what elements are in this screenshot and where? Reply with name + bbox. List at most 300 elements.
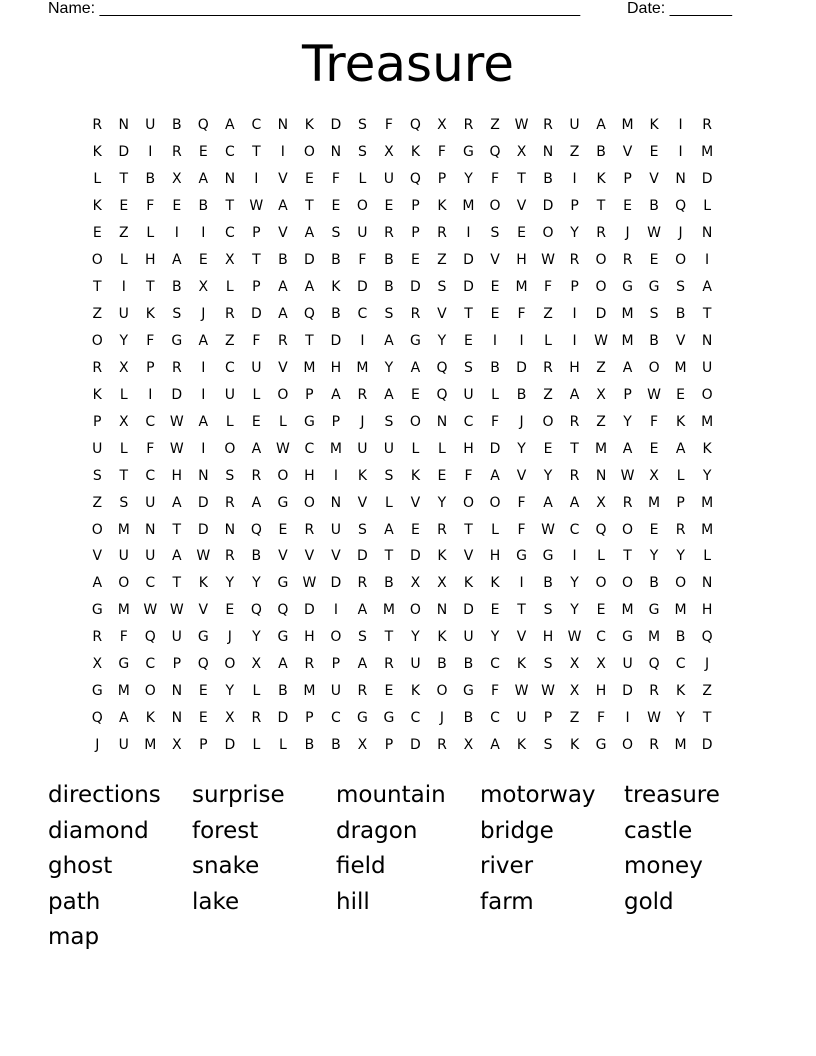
grid-cell: O — [622, 575, 634, 592]
grid-cell: T — [702, 306, 712, 323]
grid-cell: R — [437, 521, 447, 538]
grid-cell: D — [701, 171, 713, 188]
grid-cell: H — [516, 252, 527, 269]
grid-cell: V — [278, 359, 288, 376]
grid-cell: Q — [250, 602, 262, 619]
grid-cell: V — [92, 548, 103, 565]
grid-cell: F — [358, 252, 367, 269]
grid-cell: O — [330, 629, 342, 646]
grid-cell: P — [623, 171, 632, 188]
grid-cell: Q — [648, 656, 660, 673]
grid-cell: A — [622, 440, 633, 457]
grid-cell: X — [357, 737, 368, 754]
grid-cell: I — [519, 575, 524, 592]
grid-cell: J — [227, 629, 232, 646]
grid-cell: K — [676, 413, 686, 430]
grid-cell: H — [489, 548, 501, 565]
grid-cell: N — [675, 171, 686, 188]
grid-cell: R — [384, 656, 394, 673]
grid-cell: D — [303, 602, 315, 619]
grid-cell: M — [303, 683, 316, 700]
grid-cell: W — [169, 602, 184, 619]
grid-cell: P — [305, 386, 314, 403]
grid-cell: E — [411, 521, 420, 538]
grid-cell: K — [410, 144, 421, 161]
grid-cell: Y — [411, 629, 420, 646]
grid-cell: V — [622, 144, 633, 161]
grid-cell: V — [198, 602, 209, 619]
grid-cell: F — [384, 117, 393, 134]
grid-cell: S — [676, 279, 686, 296]
grid-cell: U — [516, 710, 527, 727]
header-row — [48, 0, 748, 20]
grid-cell: V — [278, 548, 288, 565]
grid-cell: R — [596, 225, 606, 242]
grid-cell: P — [570, 279, 579, 296]
grid-cell: W — [514, 117, 529, 134]
grid-cell: F — [517, 494, 526, 511]
grid-cell: C — [145, 413, 156, 430]
grid-cell: D — [542, 198, 554, 215]
grid-cell: E — [543, 440, 553, 457]
grid-cell: G — [516, 548, 527, 565]
grid-cell: D — [330, 332, 342, 349]
grid-cell: P — [93, 413, 102, 430]
grid-cell: K — [437, 629, 447, 646]
grid-cell: N — [330, 494, 342, 511]
grid-cell: S — [464, 359, 473, 376]
grid-cell: I — [572, 332, 577, 349]
grid-cell: N — [171, 683, 183, 700]
grid-cell: J — [439, 710, 445, 727]
grid-cell: N — [224, 171, 236, 188]
grid-cell: M — [621, 332, 634, 349]
grid-cell: I — [174, 225, 179, 242]
grid-cell: W — [196, 548, 211, 565]
grid-cell: N — [701, 225, 713, 242]
grid-cell: Q — [701, 629, 713, 646]
grid-cell: C — [304, 440, 315, 457]
grid-cell: X — [437, 575, 447, 592]
grid-cell: X — [569, 656, 580, 673]
grid-cell: J — [519, 413, 524, 430]
grid-cell: R — [649, 737, 659, 754]
grid-cell: Q — [436, 386, 448, 403]
grid-cell: I — [572, 306, 577, 323]
grid-cell: O — [224, 440, 236, 457]
grid-cell: T — [596, 198, 606, 215]
grid-cell: I — [201, 440, 206, 457]
grid-cell: E — [331, 198, 341, 215]
grid-cell: N — [224, 521, 236, 538]
grid-cell: A — [596, 117, 606, 134]
grid-cell: F — [490, 171, 500, 188]
grid-cell: U — [463, 386, 474, 403]
grid-cell: Z — [490, 117, 500, 134]
grid-cell: G — [277, 575, 289, 592]
grid-cell: W — [620, 467, 635, 484]
grid-cell: H — [145, 252, 156, 269]
grid-cell: I — [148, 386, 153, 403]
grid-cell: B — [172, 279, 182, 296]
grid-cell: O — [648, 359, 660, 376]
grid-cell: X — [92, 656, 103, 673]
grid-cell: W — [249, 198, 264, 215]
word-bank-item: motorway — [480, 782, 596, 808]
grid-cell: S — [649, 306, 659, 323]
grid-cell: M — [382, 602, 395, 619]
grid-cell: S — [384, 467, 394, 484]
grid-cell: A — [384, 332, 394, 349]
grid-cell: U — [357, 225, 368, 242]
grid-cell: A — [304, 225, 315, 242]
grid-cell: U — [622, 656, 633, 673]
grid-cell: B — [463, 710, 474, 727]
grid-cell: D — [516, 359, 527, 376]
grid-cell: P — [384, 737, 394, 754]
grid-cell: O — [595, 279, 607, 296]
grid-cell: U — [463, 629, 474, 646]
grid-cell: M — [701, 521, 714, 538]
grid-cell: A — [622, 359, 633, 376]
grid-cell: A — [357, 602, 368, 619]
grid-cell: A — [225, 117, 235, 134]
grid-cell: E — [437, 467, 447, 484]
grid-cell: R — [543, 117, 553, 134]
grid-cell: O — [595, 575, 607, 592]
grid-cell: Z — [92, 494, 103, 511]
grid-cell: N — [436, 602, 448, 619]
grid-cell: I — [280, 144, 285, 161]
grid-cell: Y — [702, 467, 712, 484]
grid-cell: L — [491, 521, 499, 538]
grid-cell: A — [543, 494, 553, 511]
grid-cell: W — [647, 710, 661, 727]
grid-cell: I — [201, 225, 206, 242]
grid-cell: M — [515, 279, 528, 296]
grid-cell: U — [410, 656, 421, 673]
grid-cell: H — [304, 467, 315, 484]
grid-cell: E — [198, 252, 208, 269]
grid-cell: G — [463, 683, 474, 700]
grid-cell: O — [303, 494, 315, 511]
grid-cell: H — [463, 440, 474, 457]
grid-cell: R — [702, 117, 712, 134]
grid-cell: C — [224, 144, 235, 161]
grid-cell: N — [330, 144, 342, 161]
grid-cell: B — [596, 144, 606, 161]
grid-cell: U — [569, 117, 580, 134]
grid-cell: U — [92, 440, 103, 457]
word-bank-item: map — [48, 924, 100, 950]
grid-cell: Q — [277, 602, 289, 619]
grid-cell: E — [384, 683, 394, 700]
grid-cell: I — [333, 467, 338, 484]
grid-cell: K — [304, 117, 314, 134]
grid-cell: T — [92, 279, 102, 296]
grid-cell: Q — [144, 629, 156, 646]
grid-cell: X — [596, 656, 606, 673]
grid-cell: F — [146, 440, 155, 457]
grid-cell: J — [705, 656, 710, 673]
grid-cell: W — [143, 602, 158, 619]
grid-cell: K — [702, 440, 712, 457]
grid-cell: K — [516, 656, 527, 673]
grid-cell: I — [254, 171, 259, 188]
grid-cell: Y — [490, 629, 500, 646]
grid-cell: L — [544, 332, 552, 349]
grid-cell: M — [648, 494, 661, 511]
grid-cell: P — [252, 279, 261, 296]
grid-cell: C — [145, 467, 156, 484]
grid-cell: C — [569, 521, 580, 538]
grid-cell: P — [199, 737, 208, 754]
grid-cell: X — [198, 279, 209, 296]
grid-cell: L — [252, 683, 261, 700]
grid-cell: B — [675, 629, 686, 646]
grid-cell: Y — [570, 225, 579, 242]
grid-cell: W — [647, 386, 661, 403]
grid-cell: E — [676, 386, 686, 403]
grid-cell: U — [118, 737, 129, 754]
grid-cell: R — [649, 683, 659, 700]
grid-cell: S — [357, 117, 367, 134]
grid-cell: D — [595, 306, 607, 323]
grid-cell: N — [542, 144, 554, 161]
grid-cell: C — [145, 656, 156, 673]
grid-cell: H — [701, 602, 713, 619]
grid-cell: E — [490, 306, 500, 323]
grid-cell: L — [676, 467, 685, 484]
grid-cell: R — [410, 306, 421, 323]
grid-cell: Y — [252, 629, 261, 646]
grid-cell: E — [198, 710, 208, 727]
grid-cell: I — [572, 171, 577, 188]
grid-cell: T — [384, 548, 394, 565]
grid-cell: Q — [489, 144, 501, 161]
grid-cell: R — [304, 656, 315, 673]
grid-cell: P — [172, 656, 182, 673]
grid-cell: F — [597, 710, 606, 727]
grid-cell: G — [542, 548, 554, 565]
grid-cell: M — [144, 737, 157, 754]
grid-cell: L — [119, 386, 128, 403]
grid-cell: P — [411, 198, 420, 215]
grid-cell: L — [491, 386, 499, 403]
grid-cell: Q — [409, 171, 421, 188]
grid-cell: D — [303, 252, 315, 269]
grid-cell: F — [146, 198, 155, 215]
grid-cell: P — [411, 225, 420, 242]
grid-cell: E — [251, 413, 261, 430]
grid-cell: O — [542, 225, 554, 242]
grid-cell: M — [701, 494, 714, 511]
grid-cell: G — [463, 144, 474, 161]
grid-cell: L — [225, 279, 234, 296]
grid-cell: T — [305, 332, 314, 349]
grid-cell: R — [224, 548, 235, 565]
grid-cell: K — [463, 575, 474, 592]
grid-cell: C — [410, 710, 421, 727]
grid-cell: G — [171, 332, 183, 349]
grid-cell: M — [621, 306, 634, 323]
grid-cell: K — [357, 467, 367, 484]
grid-cell: S — [357, 521, 367, 538]
grid-cell: D — [410, 548, 421, 565]
grid-cell: T — [570, 440, 579, 457]
grid-cell: I — [148, 144, 153, 161]
grid-cell: M — [674, 359, 687, 376]
grid-cell: R — [463, 117, 474, 134]
grid-cell: B — [516, 386, 527, 403]
grid-cell: B — [331, 306, 341, 323]
grid-cell: H — [330, 359, 342, 376]
grid-cell: D — [330, 117, 342, 134]
grid-cell: O — [542, 413, 554, 430]
grid-cell: G — [303, 413, 315, 430]
grid-cell: L — [93, 171, 102, 188]
grid-cell: V — [331, 548, 341, 565]
grid-cell: L — [385, 494, 393, 511]
grid-cell: Q — [250, 521, 262, 538]
grid-cell: K — [596, 171, 606, 188]
grid-cell: D — [410, 737, 421, 754]
word-bank-item: snake — [192, 853, 260, 879]
grid-cell: C — [463, 413, 474, 430]
grid-cell: R — [92, 359, 103, 376]
grid-cell: U — [330, 683, 342, 700]
grid-cell: B — [490, 359, 500, 376]
grid-cell: F — [517, 306, 526, 323]
grid-cell: V — [357, 494, 368, 511]
grid-cell: E — [172, 198, 182, 215]
grid-cell: Y — [225, 683, 235, 700]
grid-cell: B — [145, 171, 156, 188]
grid-cell: E — [411, 386, 420, 403]
grid-cell: U — [330, 521, 342, 538]
grid-cell: O — [489, 494, 501, 511]
grid-cell: T — [119, 467, 129, 484]
grid-cell: W — [541, 252, 555, 269]
name-field[interactable]: Name: ______________________________________________________ — [48, 0, 581, 17]
grid-cell: Z — [92, 306, 103, 323]
grid-cell: E — [198, 144, 208, 161]
word-bank-item: money — [624, 853, 703, 879]
grid-cell: S — [384, 413, 394, 430]
grid-cell: M — [117, 602, 130, 619]
grid-cell: X — [516, 144, 527, 161]
grid-cell: D — [224, 737, 236, 754]
grid-cell: D — [118, 144, 130, 161]
grid-cell: Y — [384, 359, 394, 376]
grid-cell: O — [622, 521, 634, 538]
grid-cell: D — [330, 575, 342, 592]
date-field[interactable]: Date: _______ — [627, 0, 732, 17]
grid-cell: B — [543, 171, 553, 188]
grid-cell: K — [490, 575, 500, 592]
grid-cell: R — [171, 359, 182, 376]
word-bank-item: castle — [624, 817, 693, 844]
grid-cell: X — [225, 710, 235, 727]
grid-cell: K — [92, 198, 102, 215]
grid-cell: Z — [543, 386, 553, 403]
grid-cell: Z — [118, 225, 129, 242]
grid-cell: M — [356, 359, 369, 376]
grid-cell: S — [543, 602, 553, 619]
grid-cell: A — [92, 575, 103, 592]
grid-cell: I — [360, 332, 365, 349]
grid-cell: F — [331, 171, 340, 188]
grid-cell: F — [490, 413, 500, 430]
grid-cell: I — [121, 279, 126, 296]
word-bank-item: gold — [624, 888, 674, 915]
grid-cell: C — [596, 629, 606, 646]
grid-cell: C — [224, 225, 235, 242]
grid-cell: Y — [676, 548, 685, 565]
grid-cell: D — [622, 683, 633, 700]
grid-cell: A — [357, 656, 368, 673]
grid-cell: T — [384, 629, 394, 646]
grid-cell: B — [649, 575, 659, 592]
grid-cell: A — [118, 710, 129, 727]
grid-cell: U — [251, 359, 262, 376]
grid-cell: Z — [569, 144, 580, 161]
grid-cell: E — [225, 602, 235, 619]
grid-cell: O — [277, 467, 289, 484]
grid-cell: D — [463, 602, 474, 619]
grid-cell: A — [198, 332, 209, 349]
grid-cell: A — [675, 440, 686, 457]
grid-cell: Y — [437, 494, 447, 511]
grid-cell: M — [595, 440, 608, 457]
grid-cell: R — [92, 629, 103, 646]
grid-cell: A — [278, 279, 288, 296]
grid-cell: R — [357, 575, 368, 592]
page-title: Treasure — [301, 35, 514, 93]
grid-cell: U — [145, 548, 156, 565]
grid-cell: W — [169, 413, 184, 430]
grid-cell: A — [384, 521, 394, 538]
grid-cell: J — [625, 225, 630, 242]
grid-cell: F — [437, 144, 446, 161]
grid-cell: P — [623, 386, 632, 403]
grid-cell: D — [489, 440, 501, 457]
grid-cell: R — [622, 494, 633, 511]
grid-cell: C — [490, 656, 500, 673]
word-bank-item: hill — [336, 888, 370, 915]
grid-cell: Q — [409, 117, 421, 134]
grid-cell: L — [703, 548, 712, 565]
grid-cell: O — [409, 413, 421, 430]
grid-cell: A — [172, 548, 182, 565]
grid-cell: K — [410, 683, 421, 700]
grid-cell: R — [224, 306, 235, 323]
grid-cell: Z — [596, 359, 606, 376]
grid-cell: A — [569, 386, 580, 403]
grid-cell: Y — [464, 171, 473, 188]
grid-cell: Q — [595, 521, 607, 538]
grid-cell: K — [649, 117, 659, 134]
grid-cell: V — [304, 548, 315, 565]
grid-cell: L — [703, 198, 712, 215]
grid-cell: W — [541, 683, 555, 700]
grid-cell: O — [409, 602, 421, 619]
grid-cell: X — [384, 144, 394, 161]
grid-cell: T — [517, 602, 526, 619]
grid-cell: R — [92, 117, 103, 134]
grid-cell: L — [146, 225, 155, 242]
grid-cell: H — [304, 629, 315, 646]
